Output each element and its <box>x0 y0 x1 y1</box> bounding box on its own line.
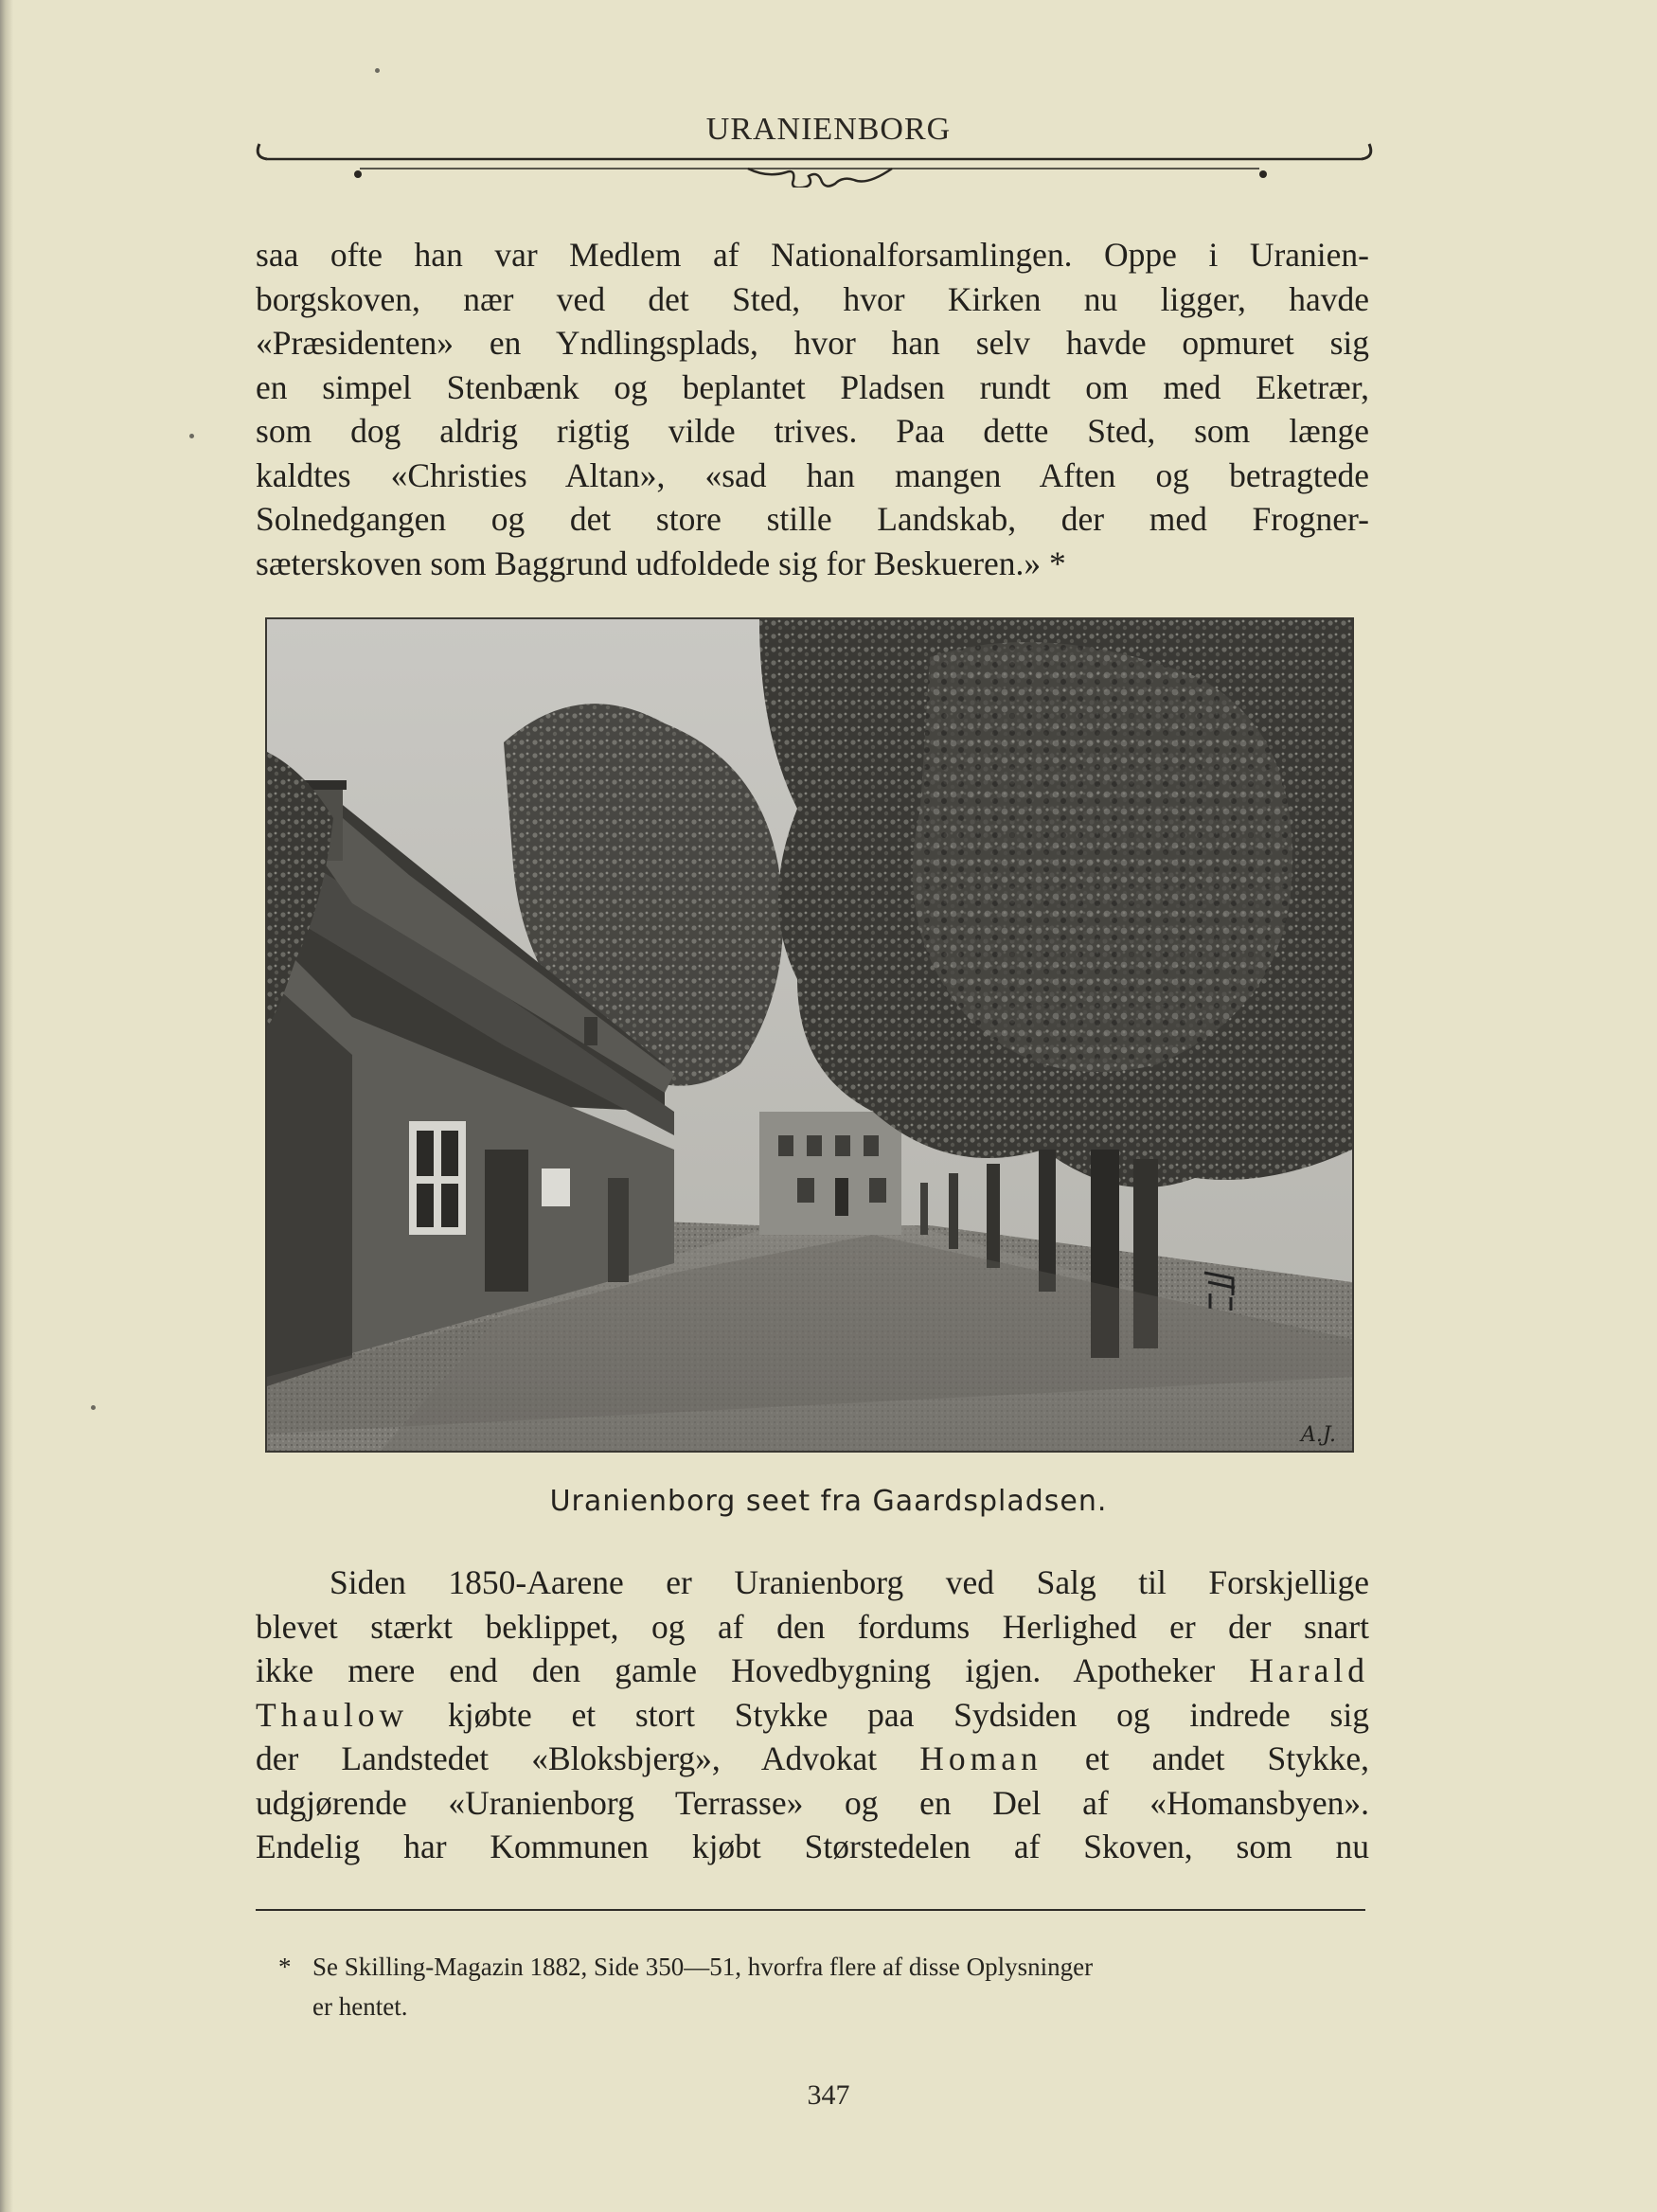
text-line: saa ofte han var Medlem af Nationalforsamlingen. Oppe i Uranien- <box>256 236 1369 274</box>
text-line: kaldtes «Christies Altan», «sad han mangen Aften og betragtede <box>256 455 1369 494</box>
text-segment: et andet Stykke, <box>1084 1739 1370 1777</box>
text-segment: ikke mere end den gamle Hovedbygning igjen. Apotheker <box>256 1651 1216 1689</box>
text-line <box>256 1737 1369 1781</box>
footnote-marker: * <box>278 1953 292 1981</box>
footnote <box>278 1947 1365 2026</box>
photo-illustration <box>267 619 1352 1451</box>
text-line: Endelig har Kommunen kjøbt Størstedelen af Skoven, som nu <box>256 1828 1369 1865</box>
footnote-line: Se Skilling-Magazin 1882, Side 350—51, hvorfra flere af disse Oplysninger <box>312 1953 1094 1981</box>
text-line: Siden 1850-Aarene er Uranienborg ved Salg til Forskjellige <box>330 1563 1369 1601</box>
halftone-photograph <box>265 617 1354 1453</box>
text-segment: der Landstedet «Bloksbjerg», Advokat <box>256 1739 878 1777</box>
person-name-thaulow: Thaulow <box>256 1695 409 1734</box>
footnote-divider <box>256 1909 1365 1911</box>
text-line: som dog aldrig rigtig vilde trives. Paa dette Sted, som længe <box>256 412 1369 450</box>
text-line <box>256 1649 1369 1693</box>
paragraph-2 <box>256 1561 1369 1869</box>
photographer-signature: A.J. <box>1301 1423 1336 1447</box>
figure-caption: Uranienborg seet fra Gaardspladsen. <box>549 1485 1108 1518</box>
header-ornament-rule <box>256 131 1373 187</box>
text-line <box>256 1693 1369 1738</box>
paper-speck <box>375 68 380 73</box>
page-gutter-shadow <box>0 0 13 2212</box>
text-line: en simpel Stenbænk og beplantet Pladsen rundt om med Eketrær, <box>256 367 1369 406</box>
text-line: Solnedgangen og det store stille Landskab, der med Frogner- <box>256 500 1369 538</box>
person-name-harald: Harald <box>1249 1651 1370 1689</box>
text-segment: kjøbte et stort Stykke paa Sydsiden og indrede sig <box>447 1695 1369 1734</box>
running-title: URANIENBORG <box>705 112 952 147</box>
text-line: blevet stærkt beklippet, og af den fordums Herlighed er der snart <box>256 1607 1369 1646</box>
person-name-homan: Homan <box>919 1739 1042 1777</box>
text-line: udgjørende «Uranienborg Terrasse» og en Del af «Homansbyen». <box>256 1783 1369 1822</box>
paper-speck <box>91 1405 96 1410</box>
page-number: 347 <box>807 2079 850 2111</box>
text-line: sæterskoven som Baggrund udfoldede sig for Beskueren.» * <box>256 544 1066 582</box>
footnote-line: er hentet. <box>312 1992 408 2021</box>
text-line: borgskoven, nær ved det Sted, hvor Kirken nu ligger, havde <box>256 279 1369 318</box>
text-line: «Præsidenten» en Yndlingsplads, hvor han selv havde opmuret sig <box>256 324 1369 362</box>
paper-speck <box>189 434 194 438</box>
paragraph-1 <box>256 233 1369 585</box>
